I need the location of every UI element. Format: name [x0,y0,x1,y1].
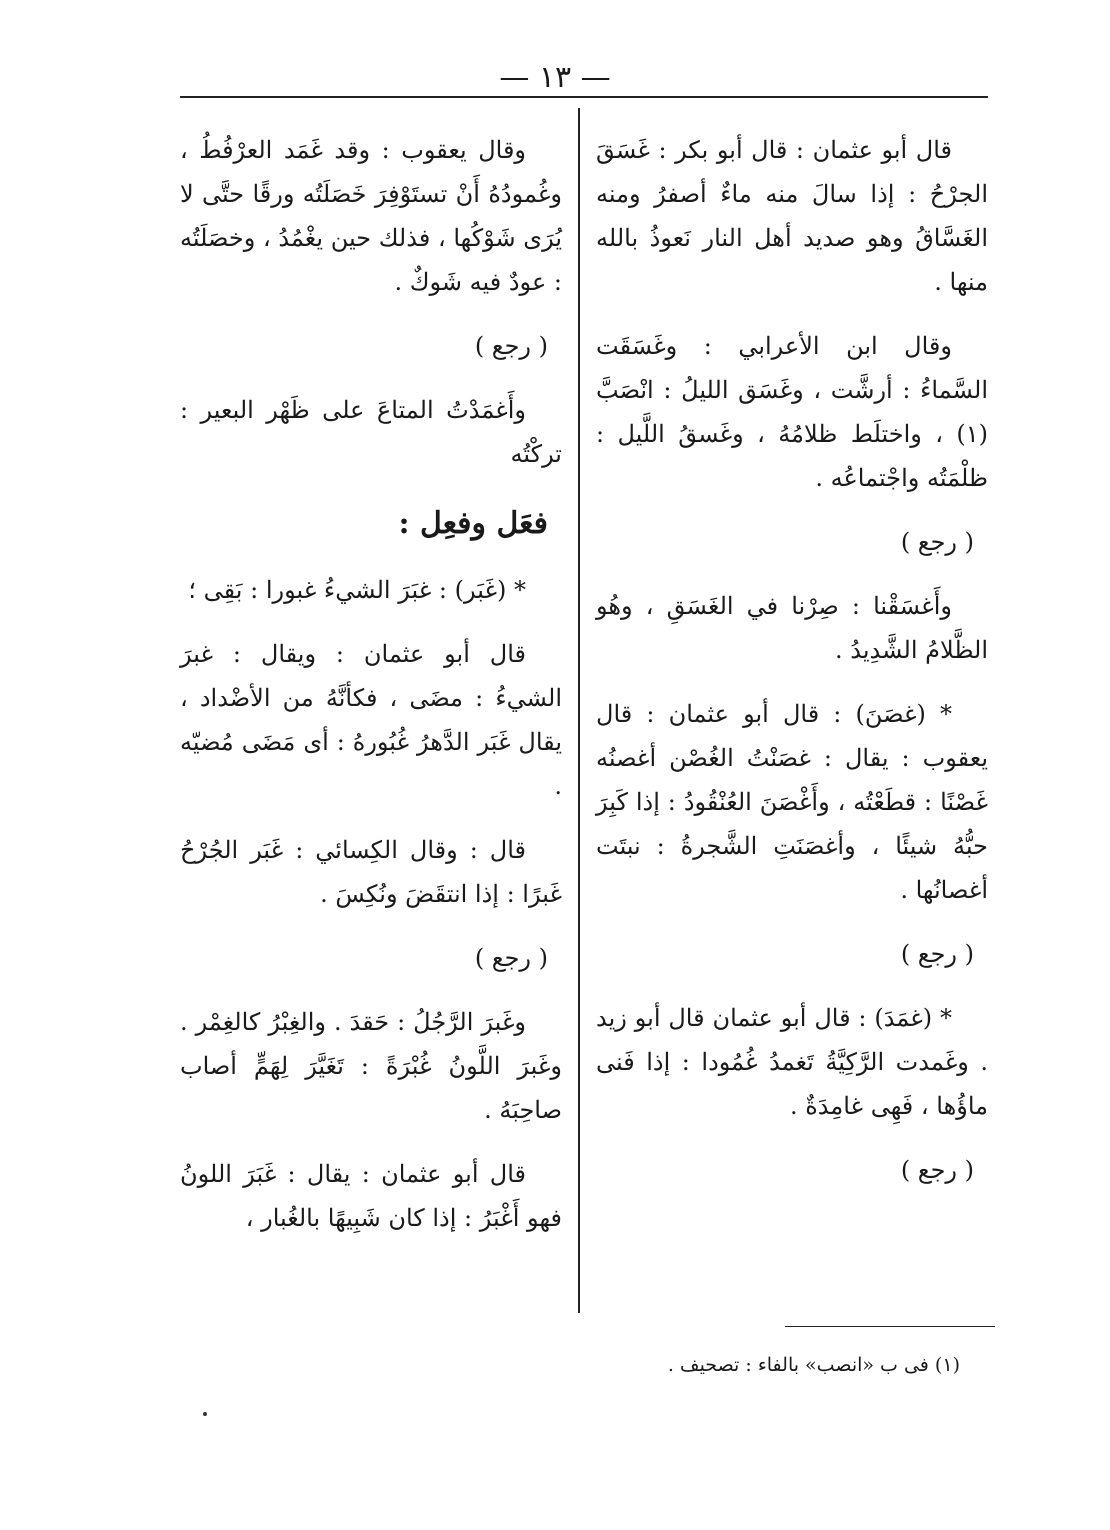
return-marker: ( رجع ) [474,944,548,972]
paragraph: قال أبو عثمان : قال أبو بكر : غَسَقَ الجرْحُ : إذا سالَ منه ماءٌ أصفرُ ومنه الغَسَّاقُ وهو صديد أهل النار نَعوذُ بالله منها . [596,136,988,296]
footnote: (١) فى ب «انصب» بالفاء : تصحيف . [667,1354,960,1376]
paragraph: * (غمَدَ) : قال أبو عثمان قال أبو زيد . وغَمدت الرَّكِيَّةُ تَغمدُ غُمُودا : إذا فَنى ماؤُها ، فَهِى غامِدَةٌ . [596,1004,988,1120]
paragraph: وغَبرَ الرَّجُلُ : حَقدَ . والغِبْرُ كالغِمْر . وغَبرَ اللَّونُ غُبْرَةً : تَغَيَّرَ لِهَمٍّ أصاب صاحِبَهُ . [180,1008,562,1124]
return-marker: ( رجع ) [900,940,974,968]
stray-dot [203,1412,207,1416]
paragraph: * (غَبَر) : غبَرَ الشيءُ غبورا : بَقِى ؛ [188,576,526,604]
return-marker: ( رجع ) [900,528,974,556]
right-column [596,128,988,1212]
return-marker: ( رجع ) [474,332,548,360]
paragraph: وقال يعقوب : وقد غَمَد العرْفُطُ ، وغُمودُهُ أَنْ تستَوْفِرَ خَصَلَتُه ورقًا حتَّى لا يُرَى شَوْكُها ، فذلك حين يغْمُدُ ، وخصَلَتُه : عودٌ فيه شَوكٌ . [180,136,562,296]
paragraph: وأَغمَدْتُ المتاعَ على ظَهْر البعير : تركْتُه [180,396,562,468]
paragraph: * (غصَنَ) : قال أبو عثمان : قال يعقوب : يقال : غصَنْتُ الغُصْن أغصنُه غَصْنًا : قطَعْتُه ، وأَغْصَنَ العُنْقُودُ : إذا كَبِرَ حبُّهُ شيئًا ، وأغصَنَتِ الشَّجرةُ : نبتَت أغصانُها . [596,700,988,904]
paragraph: وقال ابن الأعرابي : وغَسَقَت السَّماءُ : أرشَّت ، وغَسَق الليلُ : انْصَبَّ (١) ، واختلَط ظلامُهُ ، وغَسقُ اللَّيل : ظلْمَتُه واجْتماعُه . [596,332,988,492]
paragraph: وأَغسَقْنا : صِرْنا في الغَسَقِ ، وهُو الظَّلامُ الشَّدِيدُ . [596,592,988,664]
paragraph: قال أبو عثمان : ويقال : غبرَ الشيءُ : مضَى ، فكأنَّهُ من الأضْداد ، يقال غَبَر الدَّهرُ غُبُورهُ : أى مَضَى مُضيّه . [180,640,562,800]
return-marker: ( رجع ) [900,1156,974,1184]
left-column [180,128,562,1260]
section-title: فعَل وفعِل : [398,506,548,541]
page-number: — ١٣ — [499,60,611,95]
paragraph: قال : وقال الكِسائي : غَبَر الجُرْحُ غَبرًا : إذا انتقَضَ ونُكِسَ . [180,836,562,908]
paragraph: قال أبو عثمان : يقال : غَبَرَ اللونُ فهو أَغْبَرُ : إذا كان شَبِيهًا بالغُبار ، [180,1160,562,1232]
column-divider [578,108,580,1313]
footnote-rule [785,1326,995,1327]
header-rule [180,96,988,98]
